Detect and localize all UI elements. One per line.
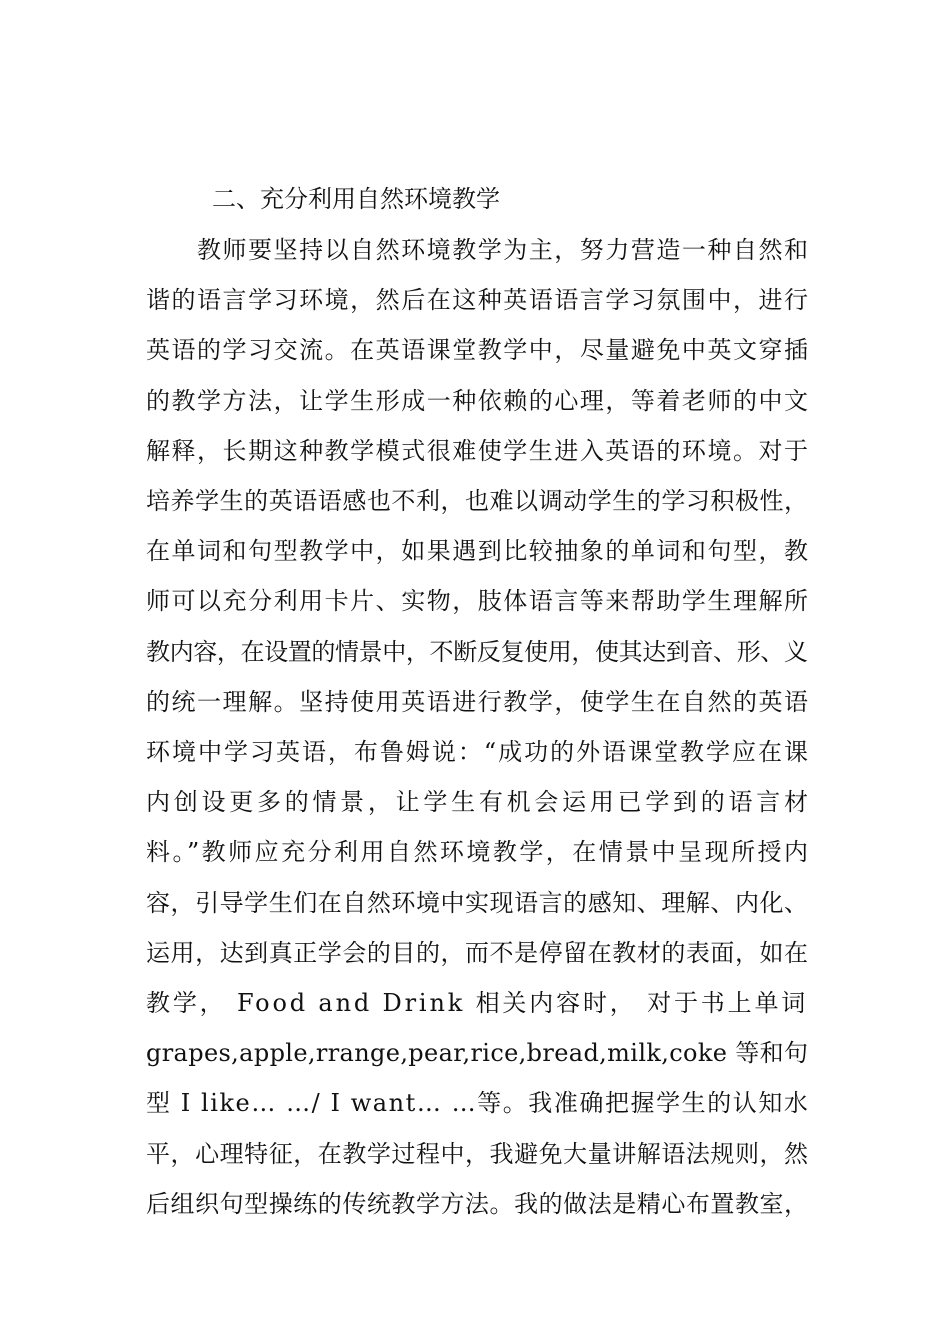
paragraph-line: 培养学生的英语语感也不利，也难以调动学生的学习积极性， <box>146 487 809 515</box>
paragraph-line: 教学， Food and Drink 相关内容时， 对于书上单词 <box>146 989 809 1017</box>
paragraph-line: 教师要坚持以自然环境教学为主，努力营造一种自然和 <box>197 236 810 264</box>
paragraph-line: 英语的学习交流。在英语课堂教学中，尽量避免中英文穿插 <box>146 336 810 365</box>
paragraph-line: 的统一理解。坚持使用英语进行教学，使学生在自然的英语 <box>146 687 810 716</box>
paragraph-line: 教内容，在设置的情景中，不断反复使用，使其达到音、形、义 <box>146 637 808 666</box>
paragraph-line: 谐的语言学习环境，然后在这种英语语言学习氛围中，进行 <box>146 286 810 315</box>
paragraph-line: 平，心理特征，在教学过程中，我避免大量讲解语法规则，然 <box>146 1139 809 1168</box>
paragraph-line: 料。”教师应充分利用自然环境教学，在情景中呈现所授内 <box>146 838 811 867</box>
paragraph-line: grapes,apple,rrange,pear,rice,bread,milk,coke 等和句 <box>146 1039 809 1068</box>
section-heading: 二、充分利用自然环境教学 <box>212 185 500 213</box>
paragraph-line: 内创设更多的情景，让学生有机会运用已学到的语言材 <box>146 788 812 817</box>
paragraph-line: 解释，长期这种教学模式很难使学生进入英语的环境。对于 <box>146 436 810 465</box>
paragraph-line: 容，引导学生们在自然环境中实现语言的感知、理解、内化、 <box>146 888 809 917</box>
paragraph-line: 后组织句型操练的传统教学方法。我的做法是精心布置教室， <box>146 1189 809 1218</box>
paragraph-line: 的教学方法，让学生形成一种依赖的心理，等着老师的中文 <box>146 386 810 415</box>
paragraph-line: 环境中学习英语，布鲁姆说：“成功的外语课堂教学应在课 <box>146 738 811 766</box>
paragraph-line: 在单词和句型教学中，如果遇到比较抽象的单词和句型，教 <box>146 537 810 566</box>
paragraph-line: 运用，达到真正学会的目的，而不是停留在教材的表面，如在 <box>146 938 809 967</box>
paragraph-line: 型 I like… …/ I want… …等。我准确把握学生的认知水 <box>146 1089 810 1118</box>
paragraph-line: 师可以充分利用卡片、实物，肢体语言等来帮助学生理解所 <box>146 587 810 616</box>
